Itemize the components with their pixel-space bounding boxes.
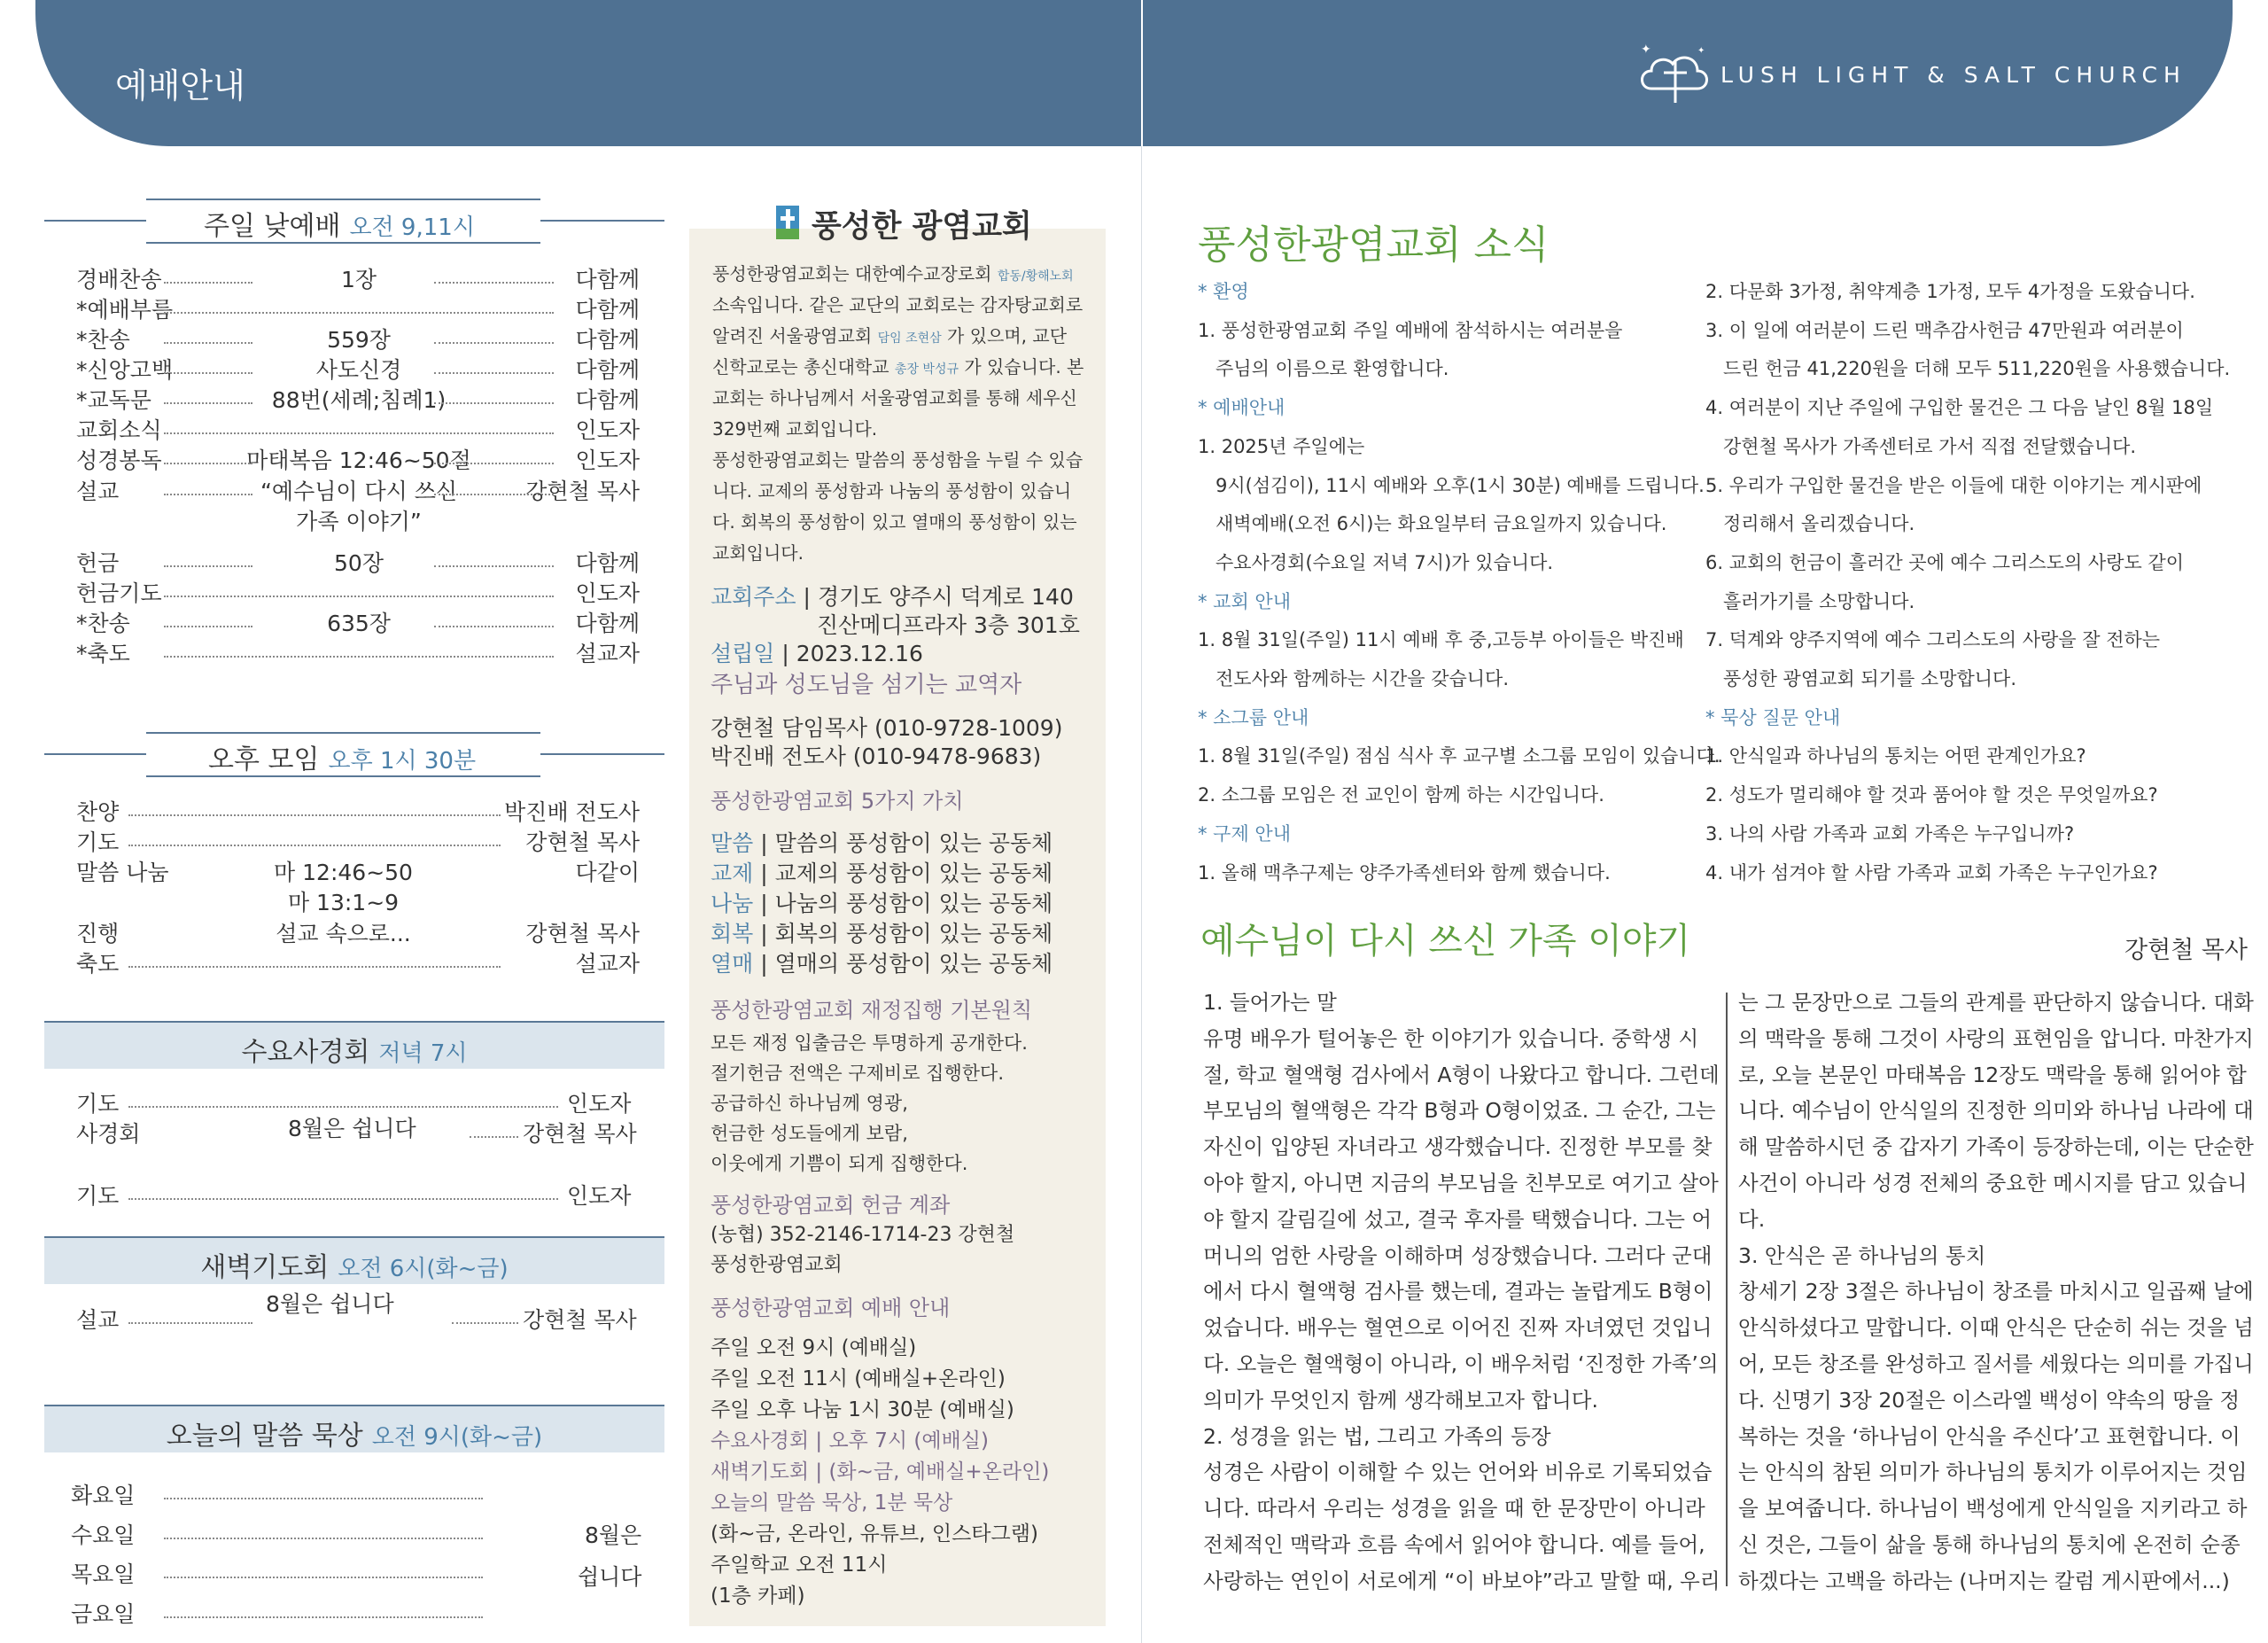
worship-line: 주일 오전 11시 (예배실+온라인) xyxy=(711,1367,1006,1390)
sermon-left-line: 2. 성경을 읽는 법, 그리고 가족의 등장 xyxy=(1203,1423,1551,1449)
intro-line: 신학교로는 총신대학교 총장 박성규 가 있습니다. 본 xyxy=(712,356,1084,378)
dots xyxy=(164,656,554,658)
sermon-left-line: 1. 들어가는 말 xyxy=(1203,990,1337,1015)
sermon-left-line: 사랑하는 연인이 서로에게 “이 바보야”라고 말할 때, 우리 xyxy=(1203,1568,1720,1593)
svg-text:✦: ✦ xyxy=(1641,43,1651,57)
worship-line: 새벽기도회 | (화~금, 예배실+온라인) xyxy=(711,1460,1050,1483)
news-left-line: * 구제 안내 xyxy=(1198,822,1291,845)
sunday-row-right: 다함께 xyxy=(575,297,640,323)
account-title: 풍성한광염교회 헌금 계좌 xyxy=(711,1193,951,1218)
afternoon-row-value2: 마 13:1~9 xyxy=(287,890,400,915)
intro-line: 교회는 하나님께서 서울광염교회를 통해 세우신 xyxy=(712,387,1077,409)
dawn-label: 설교 xyxy=(76,1307,120,1333)
sermon-left-line: 아야 할지, 아니면 지금의 부모님을 친부모로 여기고 살아 xyxy=(1203,1171,1719,1195)
news-left-line: * 교회 안내 xyxy=(1198,590,1291,612)
dots xyxy=(128,1106,558,1108)
dots xyxy=(128,845,501,846)
news-right-line: 4. 내가 섬겨야 할 사람 가족과 교회 가족은 누구인가요? xyxy=(1705,861,2158,884)
news-right-line: 2. 다문화 3가정, 취약계층 1가정, 모두 4가정을 도왔습니다. xyxy=(1705,281,2195,302)
church-logo-icon xyxy=(776,206,799,239)
value-item: 교제 | 교제의 풍성함이 있는 공동체 xyxy=(711,860,1053,886)
sermon-right-line: 는 안식의 참된 의미가 하나님의 통치가 이루어지는 것임 xyxy=(1738,1460,2248,1485)
dots xyxy=(164,1616,483,1618)
sunday-row-value: 635장 xyxy=(327,611,391,636)
news-left-line: 1. 2025년 주일에는 xyxy=(1198,435,1365,457)
dots xyxy=(434,463,554,464)
divider xyxy=(146,199,540,200)
sermon-left-line: 었습니다. 배우는 혈연으로 이어진 진짜 자녀였던 것입니 xyxy=(1203,1315,1713,1341)
meditation-note1: 8월은 xyxy=(585,1522,642,1548)
afternoon-row-label: 찬양 xyxy=(76,799,120,825)
news-right-line: 강현철 목사가 가족센터로 가서 직접 전달했습니다. xyxy=(1705,435,2137,457)
dots xyxy=(164,432,554,434)
sunday-row-label: *찬송 xyxy=(76,611,130,636)
sermon-right-line: 의 맥락을 통해 그것이 사랑의 표현임을 압니다. 마찬가지 xyxy=(1738,1025,2254,1051)
afternoon-row-value: 설교 속으로... xyxy=(276,921,411,946)
worship-line: (1층 카페) xyxy=(711,1585,805,1608)
news-right-line: 흘러가기를 소망합니다. xyxy=(1705,590,1915,612)
sunday-row-value: 1장 xyxy=(340,267,377,292)
sermon-right-line: 다. xyxy=(1738,1206,1766,1232)
dots xyxy=(164,312,554,314)
sermon-right-line: 는 그 문장만으로 그들의 관계를 판단하지 않습니다. 대화 xyxy=(1738,990,2254,1015)
news-right-line: 풍성한 광염교회 되기를 소망합니다. xyxy=(1705,668,2017,689)
sunday-row-right: 인도자 xyxy=(575,448,640,473)
sunday-row-value2: 가족 이야기” xyxy=(296,509,422,534)
dawn-right: 강현철 목사 xyxy=(523,1307,637,1333)
dots xyxy=(434,282,554,284)
dots xyxy=(164,1577,483,1578)
news-left-line: * 소그룹 안내 xyxy=(1198,706,1309,728)
worship-line: 주일 오후 나눔 1시 30분 (예배실) xyxy=(711,1398,1014,1421)
divider xyxy=(44,753,146,755)
sunday-row-value: 50장 xyxy=(334,550,384,576)
day-wednesday: 수요일 xyxy=(71,1522,136,1548)
sermon-right-line: 안식하셨다고 말합니다. 이때 안식은 단순히 쉬는 것을 넘 xyxy=(1738,1315,2254,1341)
afternoon-row-label: 축도 xyxy=(76,951,120,977)
sunday-row-right: 인도자 xyxy=(575,417,640,443)
account-line: (농협) 352-2146-1714-23 강현철 xyxy=(711,1224,1015,1246)
wed-value-study: 8월은 쉽니다 xyxy=(288,1116,416,1141)
dots xyxy=(164,372,252,374)
afternoon-meeting-title: 오후 모임 오후 1시 30분 xyxy=(208,744,477,775)
sermon-author: 강현철 목사 xyxy=(2124,937,2248,964)
intro-line: 329번째 교회입니다. xyxy=(712,418,878,440)
dots xyxy=(128,814,501,816)
sunday-row-right: 인도자 xyxy=(575,580,640,606)
wed-label-prayer: 기도 xyxy=(76,1091,120,1117)
news-left-line: 수요사경회(수요일 저녁 7시)가 있습니다. xyxy=(1198,551,1554,573)
news-left-line: 새벽예배(오전 6시)는 화요일부터 금요일까지 있습니다. xyxy=(1198,513,1667,535)
sunday-row-value: 사도신경 xyxy=(315,357,402,383)
sunday-row-value: 88번(세례;침례1) xyxy=(271,387,447,413)
news-right-line: 6. 교회의 헌금이 흘러간 곳에 예수 그리스도의 사랑도 같이 xyxy=(1705,551,2185,573)
news-left-line: * 환영 xyxy=(1198,281,1249,302)
intro-line: 교회입니다. xyxy=(712,542,804,564)
address-line2: 진산메디프라자 3층 301호 xyxy=(817,612,1080,638)
afternoon-row-right: 강현철 목사 xyxy=(525,829,640,855)
sermon-left-line: 부모님의 혈액형은 각각 B형과 O형이었죠. 그 순간, 그는 xyxy=(1203,1098,1716,1124)
sermon-right-line: 로, 오늘 본문인 마태복음 12장도 맥락을 통해 읽어야 합 xyxy=(1738,1062,2247,1087)
sermon-left-line: 자신이 입양된 자녀라고 생각했습니다. 진정한 부모를 찾 xyxy=(1203,1134,1713,1160)
dots xyxy=(434,342,554,344)
day-thursday: 목요일 xyxy=(71,1561,136,1587)
dots xyxy=(128,966,501,968)
sermon-left-line: 에서 다시 혈액형 검사를 했는데, 결과는 놀랍게도 B형이 xyxy=(1203,1279,1713,1304)
value-item: 나눔 | 나눔의 풍성함이 있는 공동체 xyxy=(711,891,1053,916)
sermon-left-line: 절, 학교 혈액형 검사에서 A형이 나왔다고 합니다. 그런데 xyxy=(1203,1062,1720,1087)
sermon-left-line: 머니의 엄한 사랑을 이해하며 성장했습니다. 그러다 군대 xyxy=(1203,1242,1713,1268)
news-right-line: 7. 덕계와 양주지역에 예수 그리스도의 사랑을 잘 전하는 xyxy=(1705,629,2161,651)
founded: 설립일 | 2023.12.16 xyxy=(711,641,923,666)
column-divider xyxy=(1726,993,1728,1586)
divider xyxy=(540,220,664,222)
page-title: 예배안내 xyxy=(115,66,245,105)
sermon-right-line: 복하는 것을 ‘하나님이 안식을 주신다’고 표현합니다. 이 xyxy=(1738,1423,2241,1449)
sunday-row-label: 성경봉독 xyxy=(76,448,162,473)
news-left-line: 1. 풍성한광염교회 주일 예배에 참석하시는 여러분을 xyxy=(1198,319,1623,341)
sunday-row-right: 다함께 xyxy=(575,267,640,292)
afternoon-row-label: 진행 xyxy=(76,921,120,946)
wed-right-study: 강현철 목사 xyxy=(523,1121,637,1147)
sermon-left-line: 전체적인 맥락과 흐름 속에서 읽어야 합니다. 예를 들어, xyxy=(1203,1532,1705,1557)
sermon-left-line: 의미가 무엇인지 함께 생각해보고자 합니다. xyxy=(1203,1387,1598,1413)
intro-line: 풍성한광염교회는 대한예수교장로회 합동/황해노회 xyxy=(712,263,1074,284)
afternoon-row-label: 기도 xyxy=(76,829,120,855)
wed-right-prayer: 인도자 xyxy=(567,1091,632,1117)
news-left-line: 전도사와 함께하는 시간을 갖습니다. xyxy=(1198,668,1510,689)
sunday-row-value: 559장 xyxy=(327,327,391,353)
dots xyxy=(164,596,554,597)
news-right-line: 5. 우리가 구입한 물건을 받은 이들에 대한 이야기는 게시판에 xyxy=(1705,474,2202,496)
sermon-right-line: 니다. 예수님이 안식일의 진정한 의미와 하나님 나라에 대 xyxy=(1738,1098,2254,1124)
dots xyxy=(128,1322,252,1324)
sermon-left-line: 유명 배우가 털어놓은 한 이야기가 있습니다. 중학생 시 xyxy=(1203,1025,1699,1051)
finance-title: 풍성한광염교회 재정집행 기본원칙 xyxy=(711,998,1033,1023)
sunday-service-title: 주일 낮예배 오전 9,11시 xyxy=(204,211,475,242)
page-divider xyxy=(1141,146,1142,1643)
day-friday: 금요일 xyxy=(71,1601,136,1627)
news-right-line: * 묵상 질문 안내 xyxy=(1705,706,1841,728)
value-item: 말씀 | 말씀의 풍성함이 있는 공동체 xyxy=(711,830,1053,856)
afternoon-row-value: 마 12:46~50 xyxy=(274,860,413,885)
intro-line: 니다. 교제의 풍성함과 나눔의 풍성함이 있습니 xyxy=(712,480,1072,502)
dots xyxy=(164,1538,483,1539)
sunday-row-label: *찬송 xyxy=(76,327,130,353)
sunday-row-label: 헌금기도 xyxy=(76,580,162,606)
values-title: 풍성한광염교회 5가지 가치 xyxy=(711,789,964,814)
afternoon-row-right: 다같이 xyxy=(575,860,640,885)
intro-line: 다. 회복의 풍성함이 있고 열매의 풍성함이 있는 xyxy=(712,511,1077,533)
afternoon-row-right: 강현철 목사 xyxy=(525,921,640,946)
dots xyxy=(452,1322,518,1324)
dots xyxy=(434,372,554,374)
account-line: 풍성한광염교회 xyxy=(711,1254,843,1276)
divider xyxy=(540,753,664,755)
sermon-right-line: 을 보여줍니다. 하나님이 백성에게 안식일을 지키라고 하 xyxy=(1738,1496,2248,1522)
wed-label-study: 사경회 xyxy=(76,1121,141,1147)
wed-right-prayer2: 인도자 xyxy=(567,1183,632,1209)
dots xyxy=(434,565,554,567)
sermon-right-line: 신 것은, 그들이 삶을 통해 하나님의 통치에 온전히 순종 xyxy=(1738,1532,2241,1557)
value-item: 회복 | 회복의 풍성함이 있는 공동체 xyxy=(711,921,1053,946)
sunday-row-label: *예배부름 xyxy=(76,297,174,323)
dots xyxy=(164,626,252,627)
finance-line: 절기헌금 전액은 구제비로 집행한다. xyxy=(711,1063,1004,1084)
sunday-row-right: 다함께 xyxy=(575,387,640,413)
finance-line: 공급하신 하나님께 영광, xyxy=(711,1093,908,1114)
wed-label-prayer2: 기도 xyxy=(76,1183,120,1209)
afternoon-row-label: 말씀 나눔 xyxy=(76,860,169,885)
sunday-row-label: *신앙고백 xyxy=(76,357,174,383)
sermon-right-line: 3. 안식은 곧 하나님의 통치 xyxy=(1738,1242,1986,1268)
news-left-line: 2. 소그룹 모임은 전 교인이 함께 하는 시간입니다. xyxy=(1198,784,1604,806)
worship-title: 풍성한광염교회 예배 안내 xyxy=(711,1296,951,1320)
minister-2: 박진배 전도사 (010-9478-9683) xyxy=(711,744,1042,769)
sunday-row-right: 다함께 xyxy=(575,611,640,636)
sermon-left-line: 다. 오늘은 혈액형이 아니라, 이 배우처럼 ‘진정한 가족’의 xyxy=(1203,1351,1719,1376)
intro-line: 소속입니다. 같은 교단의 교회로는 감자탕교회로 xyxy=(712,294,1084,315)
sunday-row-value: 마태복음 12:46~50절 xyxy=(246,448,471,473)
sermon-right-line: 사건이 아니라 성경 전체의 중요한 메시지를 담고 있습니 xyxy=(1738,1171,2248,1195)
finance-line: 헌금한 성도들에게 보람, xyxy=(711,1123,908,1144)
news-right-line: 2. 성도가 멀리해야 할 것과 품어야 할 것은 무엇일까요? xyxy=(1705,784,2158,806)
sunday-row-right: 다함께 xyxy=(575,357,640,383)
intro-line: 알려진 서울광염교회 담임 조현삼 가 있으며, 교단 xyxy=(712,325,1068,347)
dots xyxy=(164,463,252,464)
dots xyxy=(128,1198,558,1200)
sermon-right-line: 해 말씀하시던 중 갑자기 가족이 등장하는데, 이는 단순한 xyxy=(1738,1134,2254,1160)
sunday-row-right: 다함께 xyxy=(575,327,640,353)
news-right-line: 정리해서 올리겠습니다. xyxy=(1705,513,1915,535)
sunday-row-label: 헌금 xyxy=(76,550,120,576)
intro-line: 풍성한광염교회는 말씀의 풍성함을 누릴 수 있습 xyxy=(712,449,1084,471)
dots xyxy=(164,402,252,404)
sunday-row-label: 교회소식 xyxy=(76,417,162,443)
divider xyxy=(146,732,540,734)
sunday-row-label: *축도 xyxy=(76,641,130,666)
dots xyxy=(470,1136,518,1138)
news-left-line: * 예배안내 xyxy=(1198,397,1285,419)
church-name: 풍성한 광염교회 xyxy=(812,209,1032,245)
meditation-band: 오늘의 말씀 묵상 오전 9시(화~금) xyxy=(44,1405,664,1452)
sermon-left-line: 성경은 사람이 이해할 수 있는 언어와 비유로 기록되었습 xyxy=(1203,1460,1713,1485)
sermon-right-line: 하겠다는 고백을 하라는 (나머지는 칼럼 게시판에서...) xyxy=(1738,1568,2230,1593)
afternoon-row-right: 설교자 xyxy=(575,951,640,977)
news-left-line: 1. 8월 31일(주일) 11시 예배 후 중,고등부 아이들은 박진배 xyxy=(1198,629,1684,651)
sermon-right-line: 창세기 2장 3절은 하나님이 창조를 마치시고 일곱째 날에 xyxy=(1738,1279,2254,1304)
worship-line: (화~금, 온라인, 유튜브, 인스타그램) xyxy=(711,1522,1038,1546)
finance-line: 모든 재정 입출금은 투명하게 공개한다. xyxy=(711,1032,1028,1054)
news-title: 풍성한광염교회 소식 xyxy=(1198,222,1550,268)
dots xyxy=(164,1498,483,1499)
dots xyxy=(164,565,252,567)
sunday-row-label: *교독문 xyxy=(76,387,151,413)
dawn-band: 새벽기도회 오전 6시(화~금) xyxy=(44,1236,664,1284)
value-item: 열매 | 열매의 풍성함이 있는 공동체 xyxy=(711,951,1053,977)
meditation-note2: 쉽니다 xyxy=(578,1564,642,1590)
address: 교회주소 | 경기도 양주시 덕계로 140 xyxy=(711,584,1074,610)
church-brand: LUSH LIGHT & SALT CHURCH xyxy=(1720,62,2186,88)
minister-1: 강현철 담임목사 (010-9728-1009) xyxy=(711,715,1063,741)
sermon-right-line: 어, 모든 창조를 완성하고 질서를 세웠다는 의미를 가집니 xyxy=(1738,1351,2254,1376)
worship-line: 오늘의 말씀 묵상, 1분 묵상 xyxy=(711,1491,953,1515)
news-left-line: 1. 8월 31일(주일) 점심 식사 후 교구별 소그룹 모임이 있습니다. xyxy=(1198,745,1720,767)
sermon-title: 예수님이 다시 쓰신 가족 이야기 xyxy=(1200,921,1691,962)
news-left-line: 9시(섬김이), 11시 예배와 오후(1시 30분) 예배를 드립니다. xyxy=(1198,474,1705,496)
news-right-line: 4. 여러분이 지난 주일에 구입한 물건은 그 다음 날인 8월 18일 xyxy=(1705,397,2214,419)
dots xyxy=(164,494,252,495)
sunday-row-right: 다함께 xyxy=(575,550,640,576)
ministers-title: 주님과 성도님을 섬기는 교역자 xyxy=(711,672,1022,698)
news-left-line: 주님의 이름으로 환영합니다. xyxy=(1198,358,1449,380)
worship-line: 주일학교 오전 11시 xyxy=(711,1553,888,1577)
dots xyxy=(164,342,252,344)
sermon-right-line: 다. 신명기 3장 20절은 이스라엘 백성이 약속의 땅을 정 xyxy=(1738,1387,2241,1413)
svg-text:✦: ✦ xyxy=(1697,46,1705,56)
dots xyxy=(434,626,554,627)
sermon-left-line: 니다. 따라서 우리는 성경을 읽을 때 한 문장만이 아니라 xyxy=(1203,1496,1705,1522)
sunday-row-right: 설교자 xyxy=(575,641,640,666)
dawn-value: 8월은 쉽니다 xyxy=(266,1291,394,1317)
news-left-line: 1. 올해 맥추구제는 양주가족센터와 함께 했습니다. xyxy=(1198,861,1611,884)
divider xyxy=(44,220,146,222)
news-right-line: 드린 헌금 41,220원을 더해 모두 511,220원을 사용했습니다. xyxy=(1705,358,2231,380)
sunday-row-label: 설교 xyxy=(76,479,120,504)
day-tuesday: 화요일 xyxy=(71,1483,136,1508)
wednesday-band: 수요사경회 저녁 7시 xyxy=(44,1021,664,1069)
dots xyxy=(434,402,554,404)
worship-line: 주일 오전 9시 (예배실) xyxy=(711,1336,917,1359)
news-right-line: 3. 나의 사람 가족과 교회 가족은 누구입니까? xyxy=(1705,822,2075,845)
sunday-row-value: “예수님이 다시 쓰신 xyxy=(260,479,458,504)
cross-cloud-icon xyxy=(1635,34,1715,105)
worship-line: 수요사경회 | 오후 7시 (예배실) xyxy=(711,1429,989,1452)
finance-line: 이웃에게 기쁨이 되게 집행한다. xyxy=(711,1153,968,1174)
dots xyxy=(164,282,252,284)
afternoon-row-right: 박진배 전도사 xyxy=(504,799,640,825)
sermon-left-line: 야 할지 갈림길에 섰고, 결국 후자를 택했습니다. 그는 어 xyxy=(1203,1206,1713,1232)
news-right-line: 3. 이 일에 여러분이 드린 맥추감사헌금 47만원과 여러분이 xyxy=(1705,319,2184,341)
sunday-row-label: 경배찬송 xyxy=(76,267,162,292)
news-right-line: 1. 안식일과 하나님의 통치는 어떤 관계인가요? xyxy=(1705,745,2086,767)
sunday-row-right: 강현철 목사 xyxy=(525,479,640,504)
